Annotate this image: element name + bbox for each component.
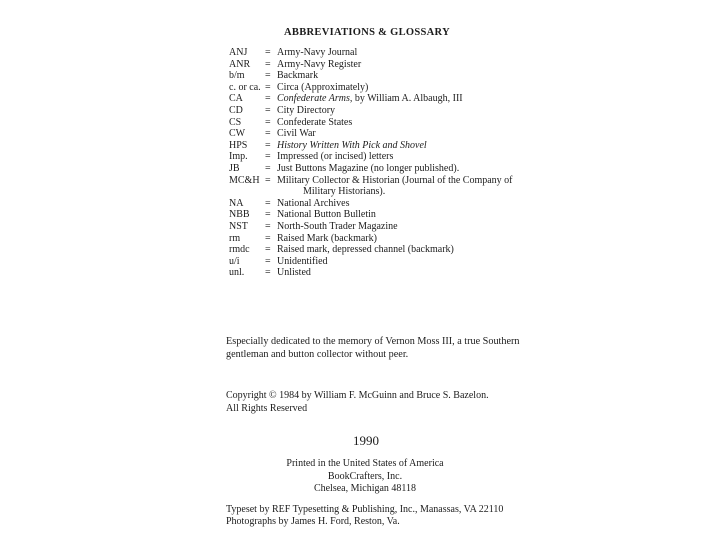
glossary-equals: = [265,139,271,151]
glossary-abbr: NST [229,220,248,232]
glossary-abbr: rmdc [229,244,250,256]
glossary-equals: = [265,232,271,244]
glossary-definition [277,140,427,152]
glossary-row [229,163,529,175]
glossary-definition: Impressed (or incised) letters [277,151,394,163]
printer-name: BookCrafters, Inc. [327,470,403,482]
glossary-equals: = [265,58,271,70]
glossary-definition: Confederate States [277,116,353,128]
glossary-row [229,175,529,198]
glossary-definition: Army-Navy Register [277,58,362,70]
glossary-row [229,233,529,245]
glossary-equals: = [265,209,271,221]
glossary-abbr: ANJ [229,47,248,58]
glossary-row [229,267,529,279]
glossary-equals: = [265,104,271,116]
glossary-definition-italic: History Written With Pick and Shovel [277,139,427,151]
glossary-row [229,140,529,152]
glossary-row [229,221,529,233]
glossary-equals: = [265,93,271,105]
glossary-definition: Raised Mark (backmark) [277,232,377,244]
glossary-equals: = [265,174,271,186]
glossary-equals: = [265,244,271,256]
glossary-equals: = [265,47,271,58]
glossary-row [229,105,529,117]
glossary-row [229,256,529,268]
glossary-row [229,117,529,129]
copyright-line: Copyright © 1984 by William F. McGuinn and Bruce S. Bazelon. [226,390,489,401]
typeset-credit: Typeset by REF Typesetting & Publishing, Inc., Manassas, VA 22110 [226,504,504,515]
glossary-row [229,198,529,210]
rights-line: All Rights Reserved [226,402,308,414]
copyright-notice [226,390,526,415]
printer-info [0,458,720,496]
glossary-definition: Army-Navy Journal [277,47,358,58]
glossary-equals: = [265,197,271,209]
glossary-row [229,70,529,82]
glossary-definition: Unlisted [277,267,311,279]
glossary-definition: Unidentified [277,255,328,267]
glossary-abbr: CW [229,128,246,140]
dedication-line: gentleman and button collector without peer. [226,349,409,360]
glossary-row [229,209,529,221]
glossary-abbr: unl. [229,267,245,279]
glossary-abbr: CD [229,104,243,116]
glossary-abbr: CA [229,93,243,105]
glossary-abbr: c. or ca. [229,81,261,93]
glossary-equals: = [265,70,271,82]
glossary-abbr: Imp. [229,151,248,163]
glossary-row [229,244,529,256]
glossary-definition-rest: by William A. Albaugh, III [352,93,463,105]
glossary-row [229,93,529,105]
glossary-definition-italic: Confederate Arms, [277,93,353,105]
glossary-definition: City Directory [277,104,336,116]
glossary-definition: Just Buttons Magazine (no longer published). [277,162,460,174]
glossary-definition: Raised mark, depressed channel (backmark) [277,244,454,256]
glossary-equals: = [265,220,271,232]
glossary-abbr: rm [229,232,241,244]
glossary-abbr: NA [229,197,244,209]
glossary-equals: = [265,128,271,140]
glossary-abbr: ANR [229,58,251,70]
page-title: ABBREVIATIONS & GLOSSARY [284,27,450,38]
glossary-abbr: u/i [229,255,240,267]
printer-address: Chelsea, Michigan 48118 [313,483,417,495]
glossary-definition: Civil War [277,128,316,140]
glossary-equals: = [265,81,271,93]
glossary-list [229,47,529,279]
glossary-abbr: b/m [229,70,245,82]
glossary-definition: North-South Trader Magazine [277,220,398,232]
glossary-abbr: CS [229,116,242,128]
glossary-row [229,151,529,163]
publication-year: 1990 [353,433,379,448]
production-credits [226,504,546,529]
glossary-definition: Backmark [277,70,319,82]
glossary-definition: National Button Bulletin [277,209,376,221]
printer-line: Printed in the United States of America [286,458,444,469]
glossary-abbr: JB [229,162,240,174]
glossary-definition [277,175,513,198]
photo-credit: Photographs by James H. Ford, Reston, Va. [226,516,400,528]
glossary-equals: = [265,267,271,279]
glossary-abbr: MC&H [229,174,260,186]
glossary-row [229,82,529,94]
glossary-equals: = [265,116,271,128]
glossary-equals: = [265,162,271,174]
glossary-equals: = [265,151,271,163]
glossary-definition: Circa (Approximately) [277,81,369,93]
glossary-abbr: NBB [229,209,250,221]
glossary-definition-continuation: Military Historians). [303,186,386,198]
glossary-definition-line: Military Collector & Historian (Journal of the Company of [277,174,513,186]
dedication [226,335,526,361]
glossary-definition [277,93,463,105]
glossary-row [229,47,529,59]
glossary-definition: National Archives [277,197,350,209]
glossary-abbr: HPS [229,139,248,151]
glossary-row [229,128,529,140]
dedication-line: Especially dedicated to the memory of Vernon Moss III, a true Southern [226,336,520,347]
glossary-equals: = [265,255,271,267]
glossary-row [229,59,529,71]
